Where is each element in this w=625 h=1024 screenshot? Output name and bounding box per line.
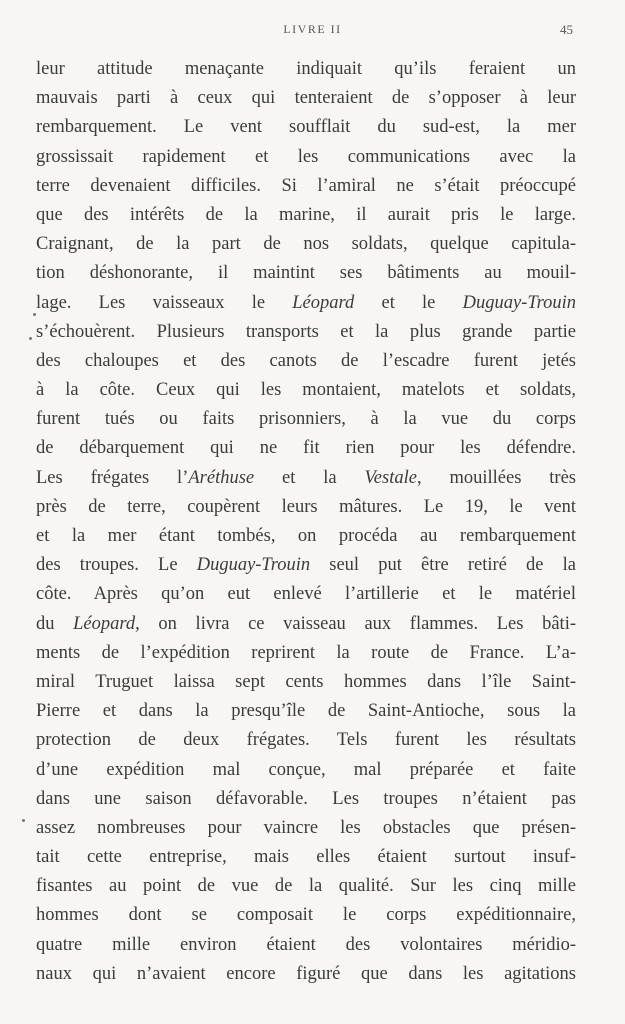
margin-mark	[22, 819, 25, 822]
text-segment: et le	[354, 292, 463, 313]
italic-ship-name: Duguay-Trouin	[196, 555, 311, 576]
text-line	[36, 785, 576, 814]
text-line	[36, 464, 576, 493]
text-segment: fisantes au point de vue de la qualité. Sur les cinq mille	[36, 876, 576, 897]
text-line	[36, 960, 576, 989]
text-segment: Craignant, de la part de nos soldats, quelque capitula-	[36, 234, 576, 255]
text-segment: protection de deux frégates. Tels furent les résultats	[36, 730, 576, 751]
text-segment: d’une expédition mal conçue, mal préparée et faite	[36, 759, 576, 780]
text-segment: tait cette entreprise, mais elles étaient surtout insuf-	[36, 847, 576, 868]
text-segment: de débarquement qui ne fit rien pour les défendre.	[36, 438, 576, 459]
text-segment: près de terre, coupèrent leurs mâtures. Le 19, le vent	[36, 496, 576, 517]
text-segment: des troupes. Le	[36, 555, 197, 576]
text-segment: miral Truguet laissa sept cents hommes dans l’île Saint-	[36, 671, 576, 692]
text-segment: dans une saison défavorable. Les troupes n’étaient pas	[36, 788, 576, 809]
body-text	[36, 55, 576, 989]
text-segment: leur attitude menaçante indiquait qu’ils feraient un	[36, 59, 576, 79]
text-line	[36, 230, 576, 259]
text-line	[36, 347, 576, 376]
text-segment: rembarquement. Le vent soufflait du sud-est, la mer	[36, 117, 576, 138]
text-segment: quatre mille environ étaient des volontaires méridio-	[36, 934, 576, 955]
margin-mark	[29, 337, 32, 340]
text-segment: Les frégates l’	[36, 467, 189, 488]
italic-ship-name: Léopard	[292, 292, 355, 313]
italic-ship-name: Duguay-Trouin	[462, 292, 577, 313]
text-line	[36, 172, 576, 201]
text-line	[36, 814, 576, 843]
text-segment: ments de l’expédition reprirent la route de France. L’a-	[36, 642, 576, 663]
text-segment: tion déshonorante, il maintint ses bâtiments au mouil-	[36, 263, 576, 284]
text-segment: côte. Après qu’on eut enlevé l’artillerie et le matériel	[36, 584, 576, 605]
text-line	[36, 405, 576, 434]
text-segment: hommes dont se composait le corps expéditionnaire,	[36, 905, 576, 926]
text-segment: , on livra ce vaisseau aux flammes. Les bâti-	[135, 613, 576, 634]
text-line	[36, 84, 576, 113]
text-line	[36, 493, 576, 522]
text-segment: , mouillées très	[416, 467, 576, 488]
text-segment: à la côte. Ceux qui les montaient, matelots et soldats,	[36, 380, 576, 401]
running-title: LIVRE II	[283, 22, 342, 36]
margin-mark	[33, 313, 36, 316]
text-segment: terre devenaient difficiles. Si l’amiral ne s’était préoccupé	[36, 175, 576, 196]
text-segment: que des intérêts de la marine, il aurait pris le large.	[36, 204, 576, 225]
text-line	[36, 668, 576, 697]
text-line	[36, 289, 576, 318]
text-line	[36, 931, 576, 960]
text-line	[36, 872, 576, 901]
text-segment: furent tués ou faits prisonniers, à la vue du corps	[36, 409, 576, 430]
text-line	[36, 756, 576, 785]
text-line	[36, 318, 576, 347]
page-number: 45	[560, 22, 573, 37]
text-segment: du	[36, 613, 74, 634]
text-line	[36, 143, 576, 172]
text-segment: et la	[254, 467, 365, 488]
text-segment: des chaloupes et des canots de l’escadre furent jetés	[36, 350, 576, 371]
text-line	[36, 610, 576, 639]
text-segment: seul put être retiré de la	[310, 555, 576, 576]
text-line	[36, 201, 576, 230]
text-segment: et la mer étant tombés, on procéda au rembarquement	[36, 526, 576, 546]
text-line	[36, 639, 576, 668]
text-segment: naux qui n’avaient encore figuré que dans les agitations	[36, 963, 576, 984]
italic-ship-name: Aréthuse	[188, 467, 255, 488]
text-line	[36, 113, 576, 142]
text-line	[36, 522, 576, 551]
text-line	[36, 901, 576, 930]
italic-ship-name: Léopard	[73, 613, 136, 634]
running-header	[0, 22, 625, 42]
text-line	[36, 580, 576, 609]
text-line	[36, 55, 576, 84]
text-segment: Pierre et dans la presqu’île de Saint-Antioche, sous la	[36, 701, 576, 722]
text-line	[36, 259, 576, 288]
text-segment: s’échouèrent. Plusieurs transports et la plus grande partie	[36, 321, 576, 342]
text-segment: lage. Les vaisseaux le	[36, 292, 293, 313]
text-segment: grossissait rapidement et les communications avec la	[36, 146, 576, 167]
text-line	[36, 376, 576, 405]
text-line	[36, 434, 576, 463]
italic-ship-name: Vestale	[364, 467, 417, 488]
text-line	[36, 726, 576, 755]
text-segment: mauvais parti à ceux qui tenteraient de s’opposer à leur	[36, 88, 576, 109]
text-line	[36, 843, 576, 872]
text-segment: assez nombreuses pour vaincre les obstacles que présen-	[36, 817, 576, 838]
text-line	[36, 697, 576, 726]
text-line	[36, 551, 576, 580]
